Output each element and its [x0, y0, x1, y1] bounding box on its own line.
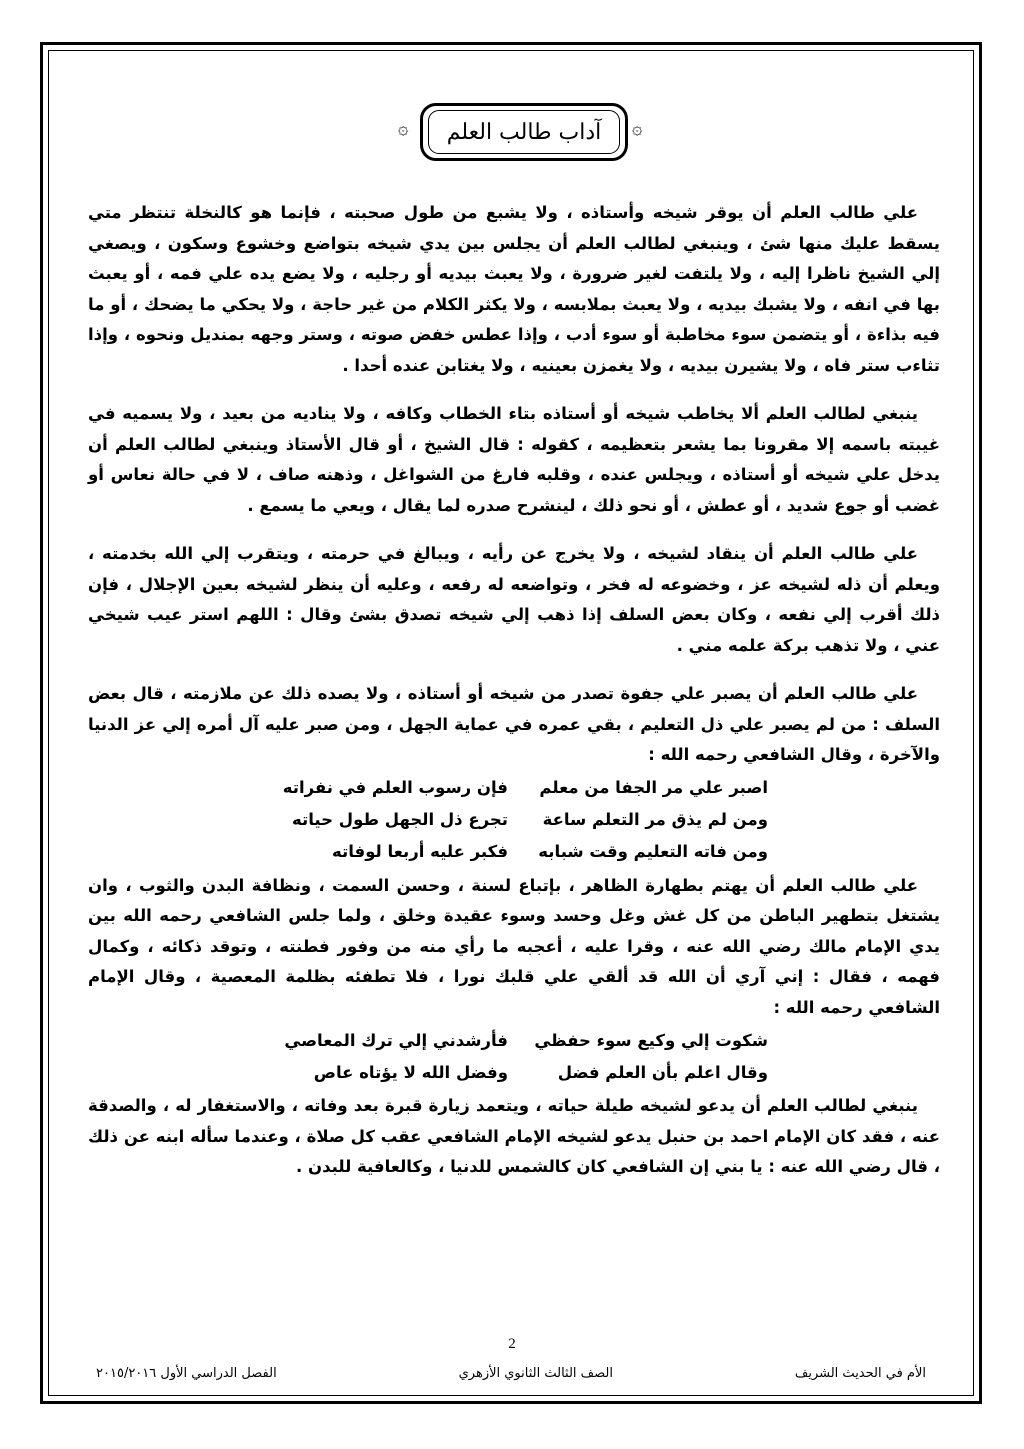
poem-verse	[88, 773, 940, 805]
verse-second-hemistich: فكبر عليه أربعا لوفاته	[332, 842, 508, 862]
ornament-left: ۞	[398, 118, 409, 139]
poem-verse	[88, 1025, 940, 1057]
paragraph: علي طالب العلم أن ينقاد لشيخه ، ولا يخرج عن رأيه ، ويبالغ في حرمته ، ويتقرب إلي الله بخدمته ، ويعلم أن ذله لشيخه عز ، وخضوعه له فخر ، وتواضعه له رفعه ، وعليه أن ينظر لشيخه بعين الإجلال ، فإن ذلك أقرب إلي نفعه ، وكان بعض السلف إذا ذهب إلي شيخه تصدق بشئ وقال : اللهم استر عيب شيخي عني ، ولا تذهب بركة علمه مني .	[88, 544, 940, 655]
verse-second-hemistich: فإن رسوب العلم في نفراته	[282, 778, 508, 798]
page-title: آداب طالب العلم	[428, 110, 620, 154]
verse-first-hemistich: شكوت إلي وكيع سوء حفظي	[534, 1030, 768, 1050]
poem-shafii-1	[88, 773, 940, 869]
footer-term: الفصل الدراسي الأول ٢٠١٥/٢٠١٦	[96, 1366, 277, 1381]
paragraph: علي طالب العلم أن يصبر علي جفوة تصدر من شيخه أو أستاذه ، ولا يصده ذلك عن ملازمته ، قال بعض السلف : من لم يصبر علي ذل التعليم ، بقي عمره في عماية الجهل ، ومن صبر عليه آل أمره إلي عز الدنيا والآخرة ، وقال الشافعي رحمه الله :	[88, 684, 940, 764]
poem-verse	[88, 1057, 940, 1089]
paragraph: ينبغي لطالب العلم أن يدعو لشيخه طيلة حياته ، ويتعمد زيارة قبرة بعد وفاته ، والاستغفار له ، والصدقة عنه ، فقد كان الإمام احمد بن حنبل يدعو لشيخه الإمام الشافعي عقب كل صلاة ، وعندما سأله ابنه عن ذلك ، قال رضي الله عنه : يا بني إن الشافعي كان كالشمس للدنيا ، وكالعافية للبدن .	[88, 1096, 940, 1176]
verse-first-hemistich: اصبر علي مر الجفا من معلم	[539, 778, 768, 798]
poem-verse	[88, 837, 940, 869]
footer-grade: الصف الثالث الثانوي الأزهري	[458, 1366, 613, 1381]
page-footer	[96, 1366, 926, 1381]
verse-second-hemistich: تجرع ذل الجهل طول حياته	[292, 810, 508, 830]
paragraph: علي طالب العلم أن يهتم بطهارة الظاهر ، بإتباع لسنة ، وحسن السمت ، ونظافة البدن والثوب ، وان يشتغل بتطهير الباطن من كل غش وغل وحسد وسوء عقيدة وخلق ، ولما جلس الشافعي رحمه الله بين يدي الإمام مالك رضي الله عنه ، وقرا عليه ، أعجبه ما رأي منه من وفور فطنته ، وتوقد ذكائه ، وكمال فهمه ، فقال : إني آري أن الله قد ألقي علي قلبك نورا ، فلا تطفئه بظلمة المعصية ، وقال الإمام الشافعي رحمه الله :	[88, 875, 940, 1017]
poem-verse	[88, 805, 940, 837]
verse-second-hemistich: وفضل الله لا يؤتاه عاص	[313, 1062, 508, 1082]
paragraph: علي طالب العلم أن يوقر شيخه وأستاذه ، ولا يشبع من طول صحبته ، فإنما هو كالنخلة تنتظر متي يسقط عليك منها شئ ، وينبغي لطالب العلم أن يجلس بين يدي شيخه بتواضع وخشوع وسكون ، ويصغي إلي الشيخ ناظرا إليه ، ولا يلتفت لغير ضرورة ، ولا يعبث بيديه أو رجليه ، ولا يضع يده علي فمه ، أو يعبث بها في انفه ، ولا يشبك بيديه ، ولا يعبث بملابسه ، ولا يكثر الكلام من غير حاجة ، ولا يحكي ما يضحك ، أو ما فيه بذاءة ، أو يتضمن سوء مخاطبة أو سوء أدب ، وإذا عطس خفض صوته ، وستر وجهه بمنديل ونحوه ، وإذا تثاءب ستر فاه ، ولا يشيرن بيديه ، ولا يغمزن بعينيه ، ولا يغتابن عنده أحدا .	[88, 203, 940, 375]
ornament-right: ۞	[632, 118, 643, 139]
page-number: 2	[508, 1336, 516, 1352]
title-frame	[420, 103, 628, 161]
verse-first-hemistich: وقال اعلم بأن العلم فضل	[557, 1062, 768, 1082]
poem-shafii-2	[88, 1025, 940, 1089]
paragraph: ينبغي لطالب العلم ألا يخاطب شيخه أو أستاذه بتاء الخطاب وكافه ، ولا يناديه من بعيد ، ولا يسميه في غيبته باسمه إلا مقرونا بما يشعر بتعظيمه ، كقوله : قال الشيخ ، أو قال الأستاذ وينبغي لطالب العلم أن يدخل علي شيخه أو أستاذه ، ويجلس عنده ، وقلبه فارغ من الشواغل ، وذهنه صاف ، لا في حالة نعاس أو غضب أو جوع شديد ، أو عطش ، أو نحو ذلك ، لينشرح صدره لما يقال ، ويعي ما يسمع .	[88, 404, 940, 515]
verse-second-hemistich: فأرشدني إلي ترك المعاصي	[284, 1030, 508, 1050]
body-text	[88, 198, 940, 1201]
footer-subject: الأم في الحديث الشريف	[794, 1366, 926, 1381]
verse-first-hemistich: ومن لم يذق مر التعلم ساعة	[542, 810, 768, 830]
verse-first-hemistich: ومن فاته التعليم وقت شبابه	[538, 842, 768, 862]
